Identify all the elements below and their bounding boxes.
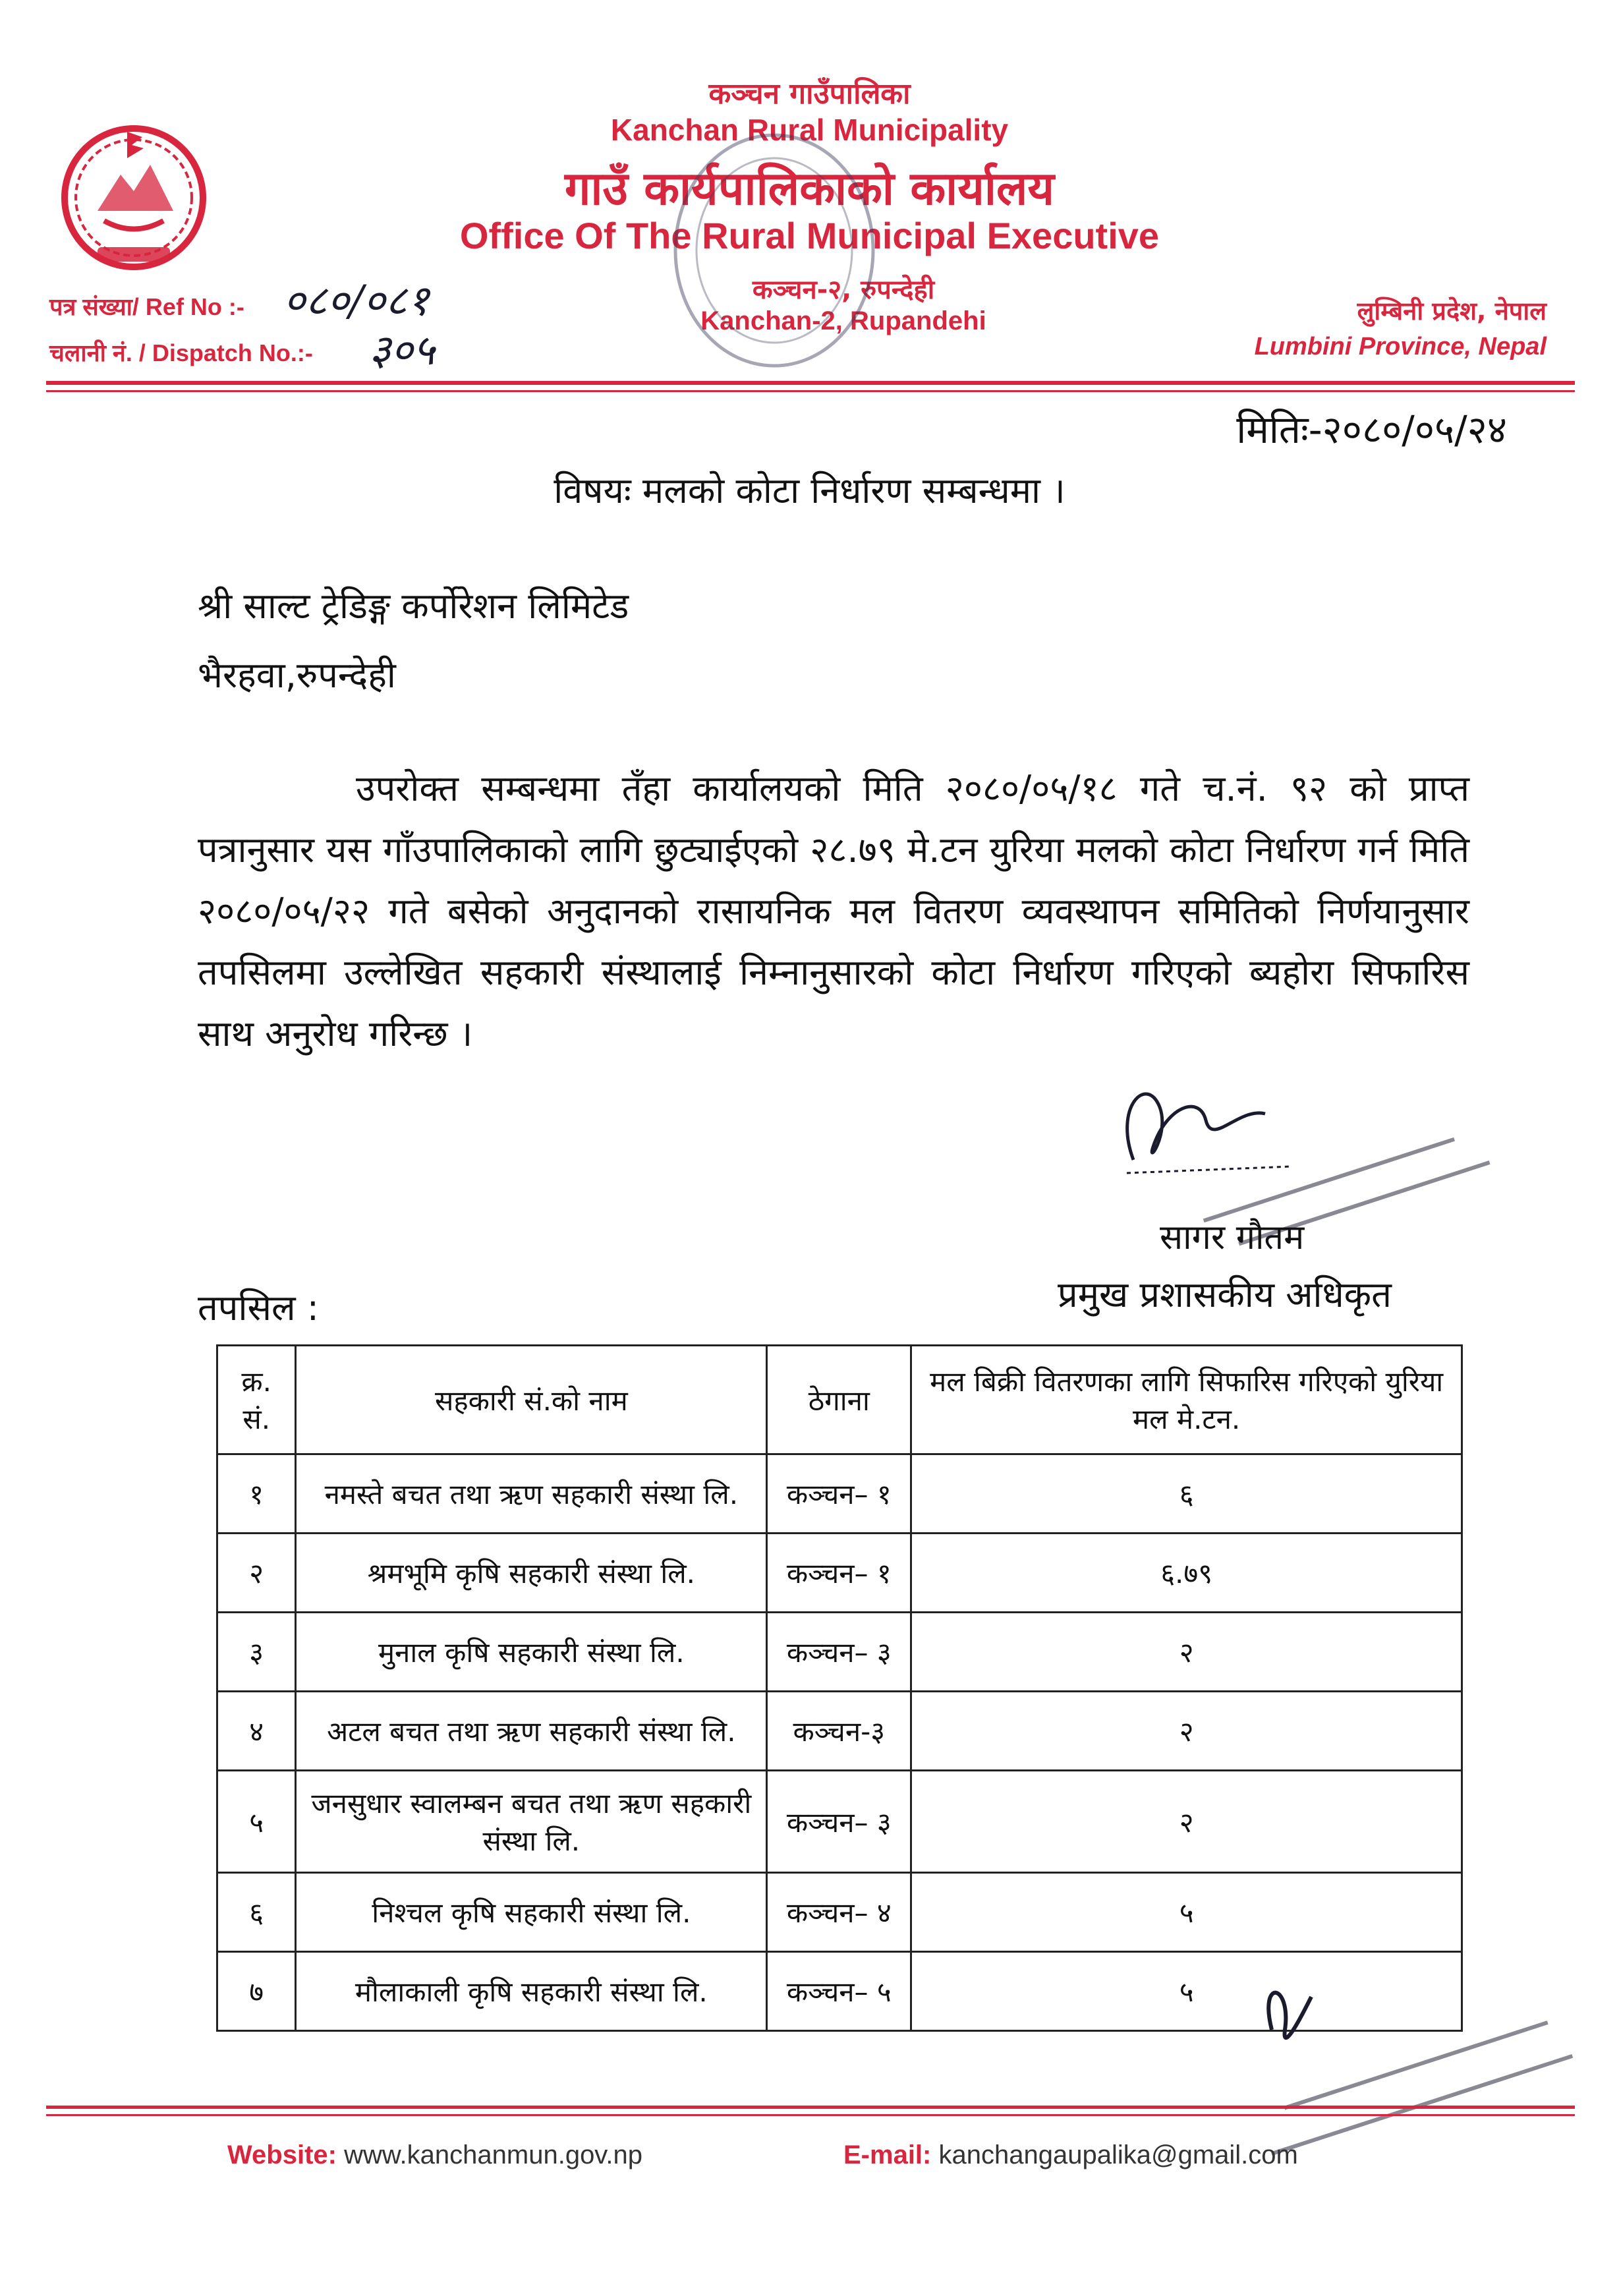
province-en: Lumbini Province, Nepal — [1254, 333, 1547, 360]
cell-quota: २ — [911, 1771, 1462, 1873]
cell-sn: १ — [217, 1454, 296, 1534]
letter-body: उपरोक्त सम्बन्धमा तँहा कार्यालयको मिति २०८०/०५/१८ गते च.नं. ९२ को प्राप्त पत्रानुसार यस गाँउपालिकाको लागि छुट्याईएको २८.७९ मे.टन युरिया मलको कोटा निर्धारण गर्न मिति २०८०/०५/२२ गते बसेको अनुदानको रासायनिक मल वितरण व्यवस्थापन समितिको निर्णयानुसार तपसिलमा उल्लेखित सहकारी संस्थालाई निम्नानुसारको कोटा निर्धारण गरिएको ब्यहोरा सिफारिस साथ अनुरोध गरिन्छ । — [198, 768, 1469, 1054]
cell-quota: २ — [911, 1613, 1462, 1692]
cell-address: कञ्चन-३ — [767, 1692, 911, 1771]
signatory-title: प्रमुख प्रशासकीय अधिकृत — [1058, 1274, 1392, 1315]
table-row — [217, 1771, 1462, 1873]
website-label: Website: — [227, 2140, 337, 2169]
cell-sn: ३ — [217, 1613, 296, 1692]
table-row — [217, 1534, 1462, 1613]
footer-website — [227, 2140, 642, 2170]
header-divider-thin — [46, 390, 1575, 392]
cell-name: नमस्ते बचत तथा ऋण सहकारी संस्था लि. — [296, 1454, 767, 1534]
cell-sn: ५ — [217, 1771, 296, 1873]
signature-stamp-icon — [1212, 1970, 1595, 2168]
header-quota: मल बिक्री वितरणका लागि सिफारिस गरिएको युरिया मल मे.टन. — [911, 1346, 1462, 1454]
cell-address: कञ्चन– ३ — [767, 1771, 911, 1873]
table-row — [217, 1454, 1462, 1534]
cell-quota: ५ — [911, 1873, 1462, 1952]
cell-sn: २ — [217, 1534, 296, 1613]
cell-name: जनसुधार स्वालम्बन बचत तथा ऋण सहकारी संस्था लि. — [296, 1771, 767, 1873]
cell-sn: ४ — [217, 1692, 296, 1771]
recipient-name: श्री साल्ट ट्रेडिङ्ग कर्पोरेशन लिमिटेड — [198, 585, 629, 627]
quota-table — [216, 1344, 1463, 2032]
table-row — [217, 1692, 1462, 1771]
annex-label: तपसिल : — [198, 1287, 319, 1329]
footer-email — [843, 2140, 1298, 2170]
table-row — [217, 1613, 1462, 1692]
letter-date: मितिः-२०८०/०५/२४ — [1236, 407, 1507, 452]
ref-no-label: पत्र संख्या/ Ref No :- — [49, 293, 244, 320]
cell-quota: ५ — [911, 1952, 1462, 2031]
cell-name: अटल बचत तथा ऋण सहकारी संस्था लि. — [296, 1692, 767, 1771]
cell-quota: ६.७९ — [911, 1534, 1462, 1613]
header-divider — [46, 381, 1575, 385]
cell-sn: ७ — [217, 1952, 296, 2031]
location-np: कञ्चन-२, रुपन्देही — [752, 275, 935, 305]
cell-name: मुनाल कृषि सहकारी संस्था लि. — [296, 1613, 767, 1692]
header-name: सहकारी सं.को नाम — [296, 1346, 767, 1454]
header-sn: क्र. सं. — [217, 1346, 296, 1454]
dispatch-no-label: चलानी नं. / Dispatch No.:- — [49, 339, 313, 366]
cell-address: कञ्चन– ३ — [767, 1613, 911, 1692]
office-name-np: गाउँ कार्यपालिकाको कार्यालय — [564, 161, 1055, 215]
website-link[interactable]: www.kanchanmun.gov.np — [344, 2140, 642, 2169]
office-name-en: Office Of The Rural Municipal Executive — [459, 215, 1160, 256]
cell-name: निश्चल कृषि सहकारी संस्था लि. — [296, 1873, 767, 1952]
table-header-row — [217, 1346, 1462, 1454]
recipient-address: भैरहवा,रुपन्देही — [198, 654, 396, 696]
cell-name: मौलाकाली कृषि सहकारी संस्था लि. — [296, 1952, 767, 2031]
email-link[interactable]: kanchangaupalika@gmail.com — [938, 2140, 1298, 2169]
cell-address: कञ्चन– १ — [767, 1454, 911, 1534]
cell-address: कञ्चन– ५ — [767, 1952, 911, 2031]
table-row — [217, 1873, 1462, 1952]
municipality-name-np: कञ्चन गाउँपालिका — [708, 77, 911, 111]
cell-name: श्रमभूमि कृषि सहकारी संस्था लि. — [296, 1534, 767, 1613]
signatory-name: सागर गौतम — [1160, 1218, 1305, 1257]
dispatch-no-value: ३०५ — [369, 326, 435, 375]
footer-divider — [46, 2106, 1575, 2109]
ref-no-value: ०८०/०८१ — [283, 277, 430, 326]
footer-divider-thin — [46, 2114, 1575, 2116]
cell-sn: ६ — [217, 1873, 296, 1952]
cell-address: कञ्चन– ४ — [767, 1873, 911, 1952]
cell-quota: २ — [911, 1692, 1462, 1771]
header-address: ठेगाना — [767, 1346, 911, 1454]
location-en: Kanchan-2, Rupandehi — [700, 306, 986, 335]
cell-quota: ६ — [911, 1454, 1462, 1534]
email-label: E-mail: — [843, 2140, 932, 2169]
municipality-name-en: Kanchan Rural Municipality — [610, 113, 1009, 147]
round-office-stamp-icon — [666, 125, 883, 382]
letter-subject: विषयः मलको कोटा निर्धारण सम्बन्धमा । — [554, 470, 1065, 511]
cell-address: कञ्चन– १ — [767, 1534, 911, 1613]
province-np: लुम्बिनी प्रदेश, नेपाल — [1357, 297, 1547, 326]
